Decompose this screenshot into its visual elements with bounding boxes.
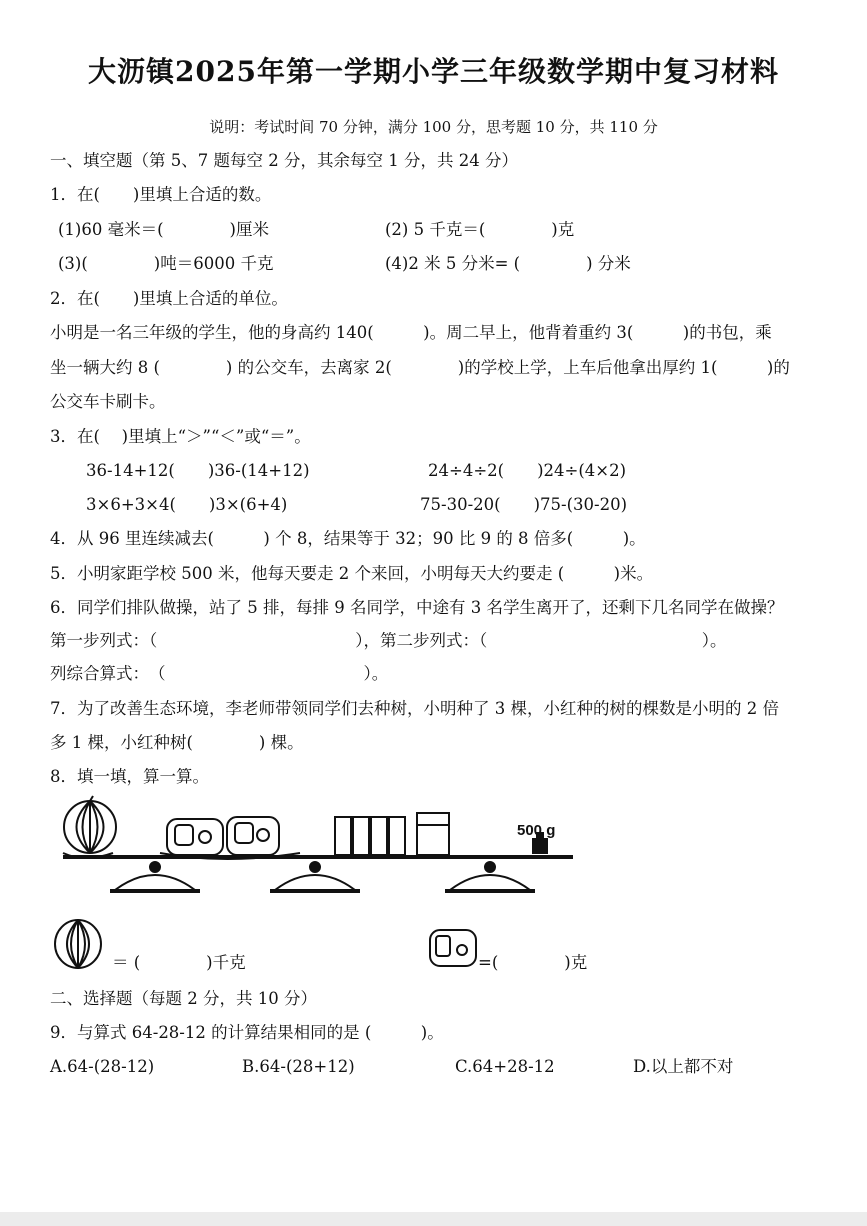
q1-item-1: (1)60 毫米＝( )厘米 <box>58 220 269 239</box>
page-title: 大沥镇2025年第一学期小学三年级数学期中复习材料 <box>88 55 779 88</box>
q2-stem: 2．在( )里填上合适的单位。 <box>50 289 288 308</box>
section-2-heading: 二、选择题（每题 2 分，共 10 分） <box>50 989 317 1008</box>
q3-item-3: 3×6+3×4( )3×(6+4) <box>86 495 288 514</box>
scale-3 <box>407 857 573 891</box>
q1-item-4: (4)2 米 5 分米= ( ) 分米 <box>385 254 631 273</box>
weight-label: 500 g <box>517 822 556 839</box>
q1-item-2: (2) 5 千克＝( )克 <box>385 220 575 239</box>
school-bag-icon <box>167 817 279 855</box>
q2-line-3: 公交车卡刷卡。 <box>50 392 166 411</box>
q3-item-2: 24÷4÷2( )24÷(4×2) <box>428 461 627 480</box>
q7-line-1: 7．为了改善生态环境，李老师带领同学们去种树，小明种了 3 棵，小红种的树的棵数是小明的 2 倍 <box>50 699 779 718</box>
snack-pack-icon <box>335 813 449 855</box>
q4-text: 4．从 96 里连续减去( ) 个 8，结果等于 32；90 比 9 的 8 倍多( )。 <box>50 529 646 548</box>
q9-stem: 9．与算式 64-28-12 的计算结果相同的是 ( )。 <box>50 1023 444 1042</box>
q9-option-c: C.64+28-12 <box>455 1057 555 1076</box>
q2-line-2: 坐一辆大约 8 ( ) 的公交车，去离家 2( )的学校上学，上车后他拿出厚约 1( )的 <box>50 358 790 377</box>
q8-answer-2: =( )克 <box>478 953 588 972</box>
q2-line-1: 小明是一名三年级的学生，他的身高约 140( )。周二早上，他背着重约 3( )的书包，乘 <box>50 323 772 342</box>
q6-step-line: 第一步列式：（ ），第二步列式：（ ）。 <box>50 631 727 650</box>
page-bottom-edge <box>0 1212 867 1226</box>
scale-2 <box>255 857 455 891</box>
q9-option-b: B.64-(28+12) <box>242 1057 355 1076</box>
q9-option-d: D.以上都不对 <box>633 1057 734 1076</box>
q5-text: 5．小明家距学校 500 米，他每天要走 2 个来回，小明每天大约要走 ( )米。 <box>50 564 654 583</box>
q1-stem: 1．在( )里填上合适的数。 <box>50 185 272 204</box>
balance-scales-illustration <box>55 795 615 905</box>
q7-line-2: 多 1 棵，小红种树( ) 棵。 <box>50 733 304 752</box>
school-bag-answer-icon <box>428 926 478 970</box>
section-1-heading: 一、填空题（第 5、7 题每空 2 分，其余每空 1 分，共 24 分） <box>50 151 518 170</box>
q1-item-3: (3)( )吨＝6000 千克 <box>58 254 274 273</box>
q3-item-4: 75-30-20( )75-(30-20) <box>420 495 628 514</box>
watermelon-icon <box>64 796 116 853</box>
q6-combined-line: 列综合算式： （ ）。 <box>50 664 389 683</box>
q3-stem: 3．在( )里填上“＞”“＜”或“＝”。 <box>50 427 311 446</box>
q3-item-1: 36-14+12( )36-(14+12) <box>86 461 310 480</box>
q9-option-a: A.64-(28-12) <box>50 1057 155 1076</box>
q6-stem: 6．同学们排队做操，站了 5 排，每排 9 名同学，中途有 3 名学生离开了，还剩下几名同学在做操？ <box>50 598 784 617</box>
exam-instructions: 说明：考试时间 70 分钟，满分 100 分，思考题 10 分，共 110 分 <box>209 118 658 136</box>
q8-answer-1: ＝ ( )千克 <box>112 953 246 972</box>
watermelon-answer-icon <box>52 914 104 970</box>
q8-stem: 8．填一填，算一算。 <box>50 767 209 786</box>
